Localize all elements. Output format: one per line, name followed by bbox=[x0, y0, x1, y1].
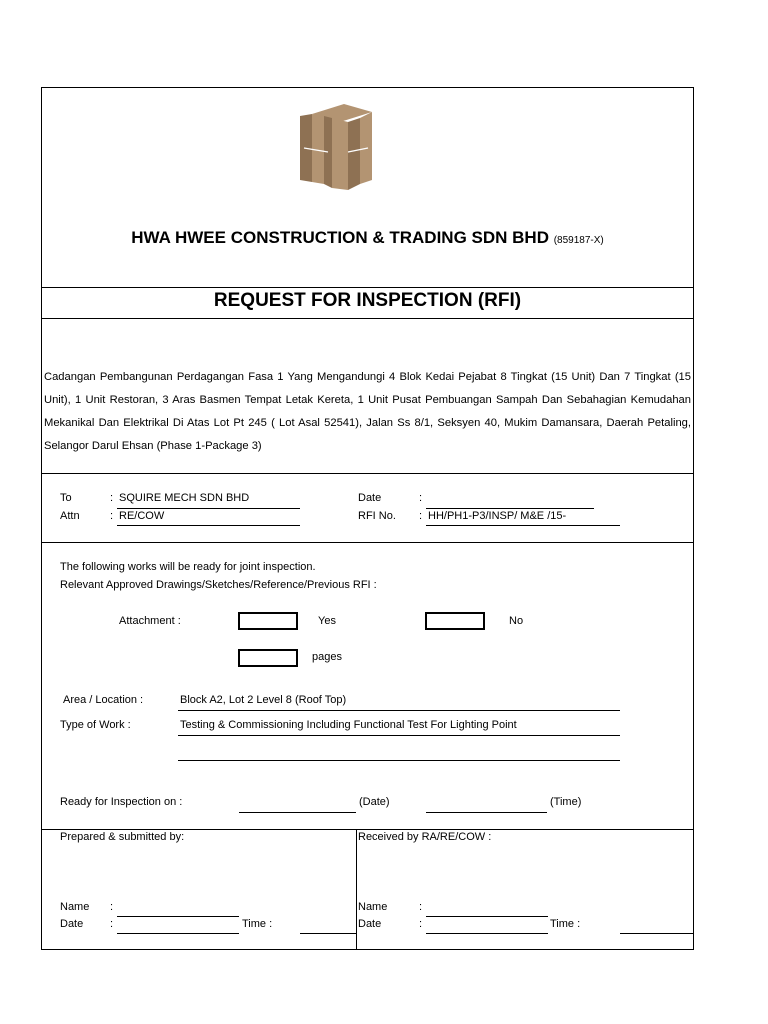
ready-label: Ready for Inspection on : bbox=[60, 796, 183, 808]
no-label: No bbox=[509, 615, 524, 627]
received-name-colon: : bbox=[419, 901, 423, 913]
received-name-label: Name bbox=[358, 901, 388, 913]
received-date-colon: : bbox=[419, 918, 423, 930]
work-underline-extra bbox=[178, 760, 620, 761]
pages-box[interactable] bbox=[238, 649, 298, 667]
work-value[interactable]: Testing & Commissioning Including Functional Test For Lighting Point bbox=[180, 719, 517, 731]
received-name-underline[interactable] bbox=[426, 916, 548, 917]
attn-underline bbox=[117, 525, 300, 526]
date-underline bbox=[426, 508, 594, 509]
prepared-label: Prepared & submitted by: bbox=[60, 831, 185, 843]
attachment-yes-box[interactable] bbox=[238, 612, 298, 630]
attn-colon: : bbox=[110, 510, 114, 522]
drawings-line: Relevant Approved Drawings/Sketches/Reference/Previous RFI : bbox=[60, 579, 377, 591]
logo-col4 bbox=[348, 118, 360, 190]
logo-col3 bbox=[332, 118, 348, 190]
form-title: REQUEST FOR INSPECTION (RFI) bbox=[213, 290, 522, 311]
received-time-underline[interactable] bbox=[620, 933, 694, 934]
rfi-no-underline bbox=[426, 525, 620, 526]
ready-time-suffix: (Time) bbox=[550, 796, 582, 808]
attn-label: Attn bbox=[60, 510, 80, 522]
received-date-label: Date bbox=[358, 918, 382, 930]
company-name-text: HWA HWEE CONSTRUCTION & TRADING SDN BHD bbox=[131, 228, 549, 247]
logo-col1 bbox=[312, 114, 324, 184]
prepared-name-label: Name bbox=[60, 901, 90, 913]
to-colon: : bbox=[110, 492, 114, 504]
area-value[interactable]: Block A2, Lot 2 Level 8 (Roof Top) bbox=[180, 694, 347, 706]
prepared-date-underline[interactable] bbox=[117, 933, 239, 934]
prepared-date-colon: : bbox=[110, 918, 114, 930]
area-label: Area / Location : bbox=[63, 694, 144, 706]
company-name bbox=[41, 228, 694, 248]
attn-value[interactable]: RE/COW bbox=[119, 510, 165, 522]
company-logo bbox=[298, 102, 374, 192]
project-description: Cadangan Pembangunan Perdagangan Fasa 1 Yang Mengandungi 4 Blok Kedai Pejabat 8 Tingkat (15 Unit) Dan 7 Tingkat (15 Unit), 1 Unit Restoran, 3 Aras Basmen Tempat Letak Kereta, 1 Unit Pusat Pembuangan Sampah Dan Sebahagian Kemudahan Mekanikal Dan Elektrikal Di Atas Lot Pt 245 ( Lot Asal 52541), Jalan Ss 8/1, Seksyen 40, Mukim Damansara, Daerah Petaling, Selangor Darul Ehsan (Phase 1-Package 3) bbox=[44, 371, 691, 452]
divider bbox=[41, 542, 694, 543]
to-value[interactable]: SQUIRE MECH SDN BHD bbox=[119, 492, 250, 504]
attachment-no-box[interactable] bbox=[425, 612, 485, 630]
prepared-date-label: Date bbox=[60, 918, 84, 930]
to-label: To bbox=[60, 492, 72, 504]
ready-date-underline[interactable] bbox=[239, 812, 356, 813]
ready-date-suffix: (Date) bbox=[359, 796, 390, 808]
divider bbox=[41, 318, 694, 319]
prepared-name-colon: : bbox=[110, 901, 114, 913]
rfi-no-colon: : bbox=[419, 510, 423, 522]
received-time-label: Time : bbox=[550, 918, 581, 930]
divider bbox=[41, 287, 694, 288]
divider bbox=[41, 473, 694, 474]
rfi-no-label: RFI No. bbox=[358, 510, 396, 522]
date-label: Date bbox=[358, 492, 382, 504]
received-label: Received by RA/RE/COW : bbox=[358, 831, 492, 843]
date-colon: : bbox=[419, 492, 423, 504]
attachment-label: Attachment : bbox=[119, 615, 181, 627]
pages-label: pages bbox=[312, 651, 342, 663]
to-underline bbox=[117, 508, 300, 509]
prepared-name-underline[interactable] bbox=[117, 916, 239, 917]
rfi-no-value[interactable]: HH/PH1-P3/INSP/ M&E /15- bbox=[428, 510, 567, 522]
yes-label: Yes bbox=[318, 615, 336, 627]
company-reg-no: (859187-X) bbox=[553, 235, 604, 246]
intro-line: The following works will be ready for joint inspection. bbox=[60, 561, 316, 573]
prepared-time-underline[interactable] bbox=[300, 933, 356, 934]
signature-divider bbox=[356, 829, 357, 950]
work-underline bbox=[178, 735, 620, 736]
ready-time-underline[interactable] bbox=[426, 812, 547, 813]
area-underline bbox=[178, 710, 620, 711]
received-date-underline[interactable] bbox=[426, 933, 548, 934]
divider bbox=[41, 829, 694, 830]
prepared-time-label: Time : bbox=[242, 918, 273, 930]
work-label: Type of Work : bbox=[60, 719, 131, 731]
